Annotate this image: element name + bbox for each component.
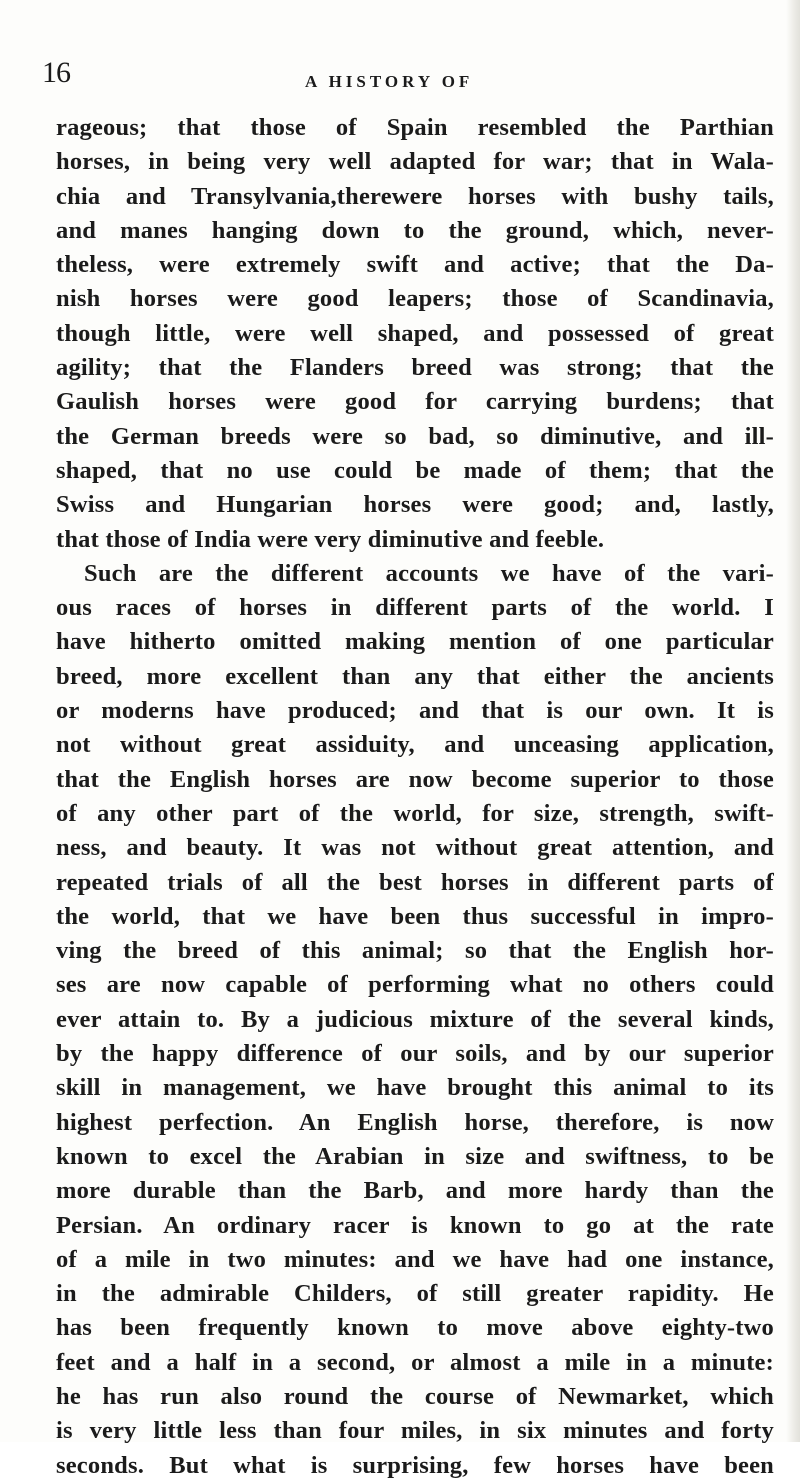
body-text [56, 111, 774, 1483]
text-line: breed, more excellent than any that either the ancients [56, 662, 774, 690]
text-line: agility; that the Flanders breed was strong; that the [56, 354, 774, 382]
text-line: theless, were extremely swift and active; that the Da- [56, 251, 774, 279]
running-title: A HISTORY OF [305, 72, 474, 91]
text-line: rageous; that those of Spain resembled the Parthian [56, 114, 774, 141]
text-line: feet and a half in a second, or almost a mile in a minute: [56, 1348, 774, 1376]
text-line: ness, and beauty. It was not without great attention, and [56, 834, 774, 862]
text-line: of any other part of the world, for size, strength, swift- [56, 799, 774, 827]
text-line: known to excel the Arabian in size and swiftness, to be [56, 1142, 774, 1170]
text-line: Swiss and Hungarian horses were good; and, lastly, [56, 491, 774, 519]
text-line: Persian. An ordinary racer is known to go at the rate [56, 1211, 774, 1239]
text-line: nish horses were good leapers; those of Scandinavia, [56, 285, 774, 313]
text-line: and manes hanging down to the ground, which, never- [56, 216, 774, 244]
text-line: highest perfection. An English horse, therefore, is now [56, 1108, 774, 1136]
text-line: not without great assiduity, and unceasing application, [56, 731, 774, 759]
text-line: of a mile in two minutes: and we have had one instance, [56, 1245, 774, 1273]
text-line: the world, that we have been thus successful in impro- [56, 902, 774, 930]
text-line: more durable than the Barb, and more hardy than the [56, 1177, 774, 1205]
text-line: is very little less than four miles, in six minutes and forty [56, 1417, 774, 1445]
page-edge-shadow [786, 0, 800, 1442]
text-line: skill in management, we have brought this animal to its [56, 1074, 774, 1102]
text-line: ever attain to. By a judicious mixture of the several kinds, [56, 1005, 774, 1033]
text-line: horses, in being very well adapted for war; that in Wala- [56, 148, 774, 176]
text-line: that those of India were very diminutive and feeble. [56, 525, 605, 553]
text-line: chia and Transylvania,therewere horses with bushy tails, [56, 182, 774, 210]
page-number: 16 [42, 56, 70, 89]
text-line: ving the breed of this animal; so that the English hor- [56, 937, 774, 965]
text-line: ous races of horses in different parts of the world. I [56, 594, 774, 622]
text-line: shaped, that no use could be made of them; that the [56, 456, 774, 484]
text-line: by the happy difference of our soils, and by our superior [56, 1040, 774, 1068]
text-line: ses are now capable of performing what no others could [56, 971, 774, 999]
text-line: has been frequently known to move above eighty-two [56, 1314, 774, 1342]
text-line: Such are the different accounts we have of the vari- [84, 559, 774, 587]
text-line: or moderns have produced; and that is our own. It is [56, 697, 774, 725]
text-line: seconds. But what is surprising, few horses have been [56, 1451, 774, 1479]
text-line: have hitherto omitted making mention of one particular [56, 628, 774, 656]
text-line: Gaulish horses were good for carrying burdens; that [56, 388, 774, 416]
text-line: the German breeds were so bad, so diminutive, and ill- [56, 422, 774, 450]
text-line: repeated trials of all the best horses in different parts of [56, 868, 774, 896]
text-line: that the English horses are now become superior to those [56, 765, 774, 793]
text-line: he has run also round the course of Newmarket, which [56, 1382, 774, 1410]
text-line: though little, were well shaped, and possessed of great [56, 319, 774, 347]
text-line: in the admirable Childers, of still greater rapidity. He [56, 1280, 774, 1308]
